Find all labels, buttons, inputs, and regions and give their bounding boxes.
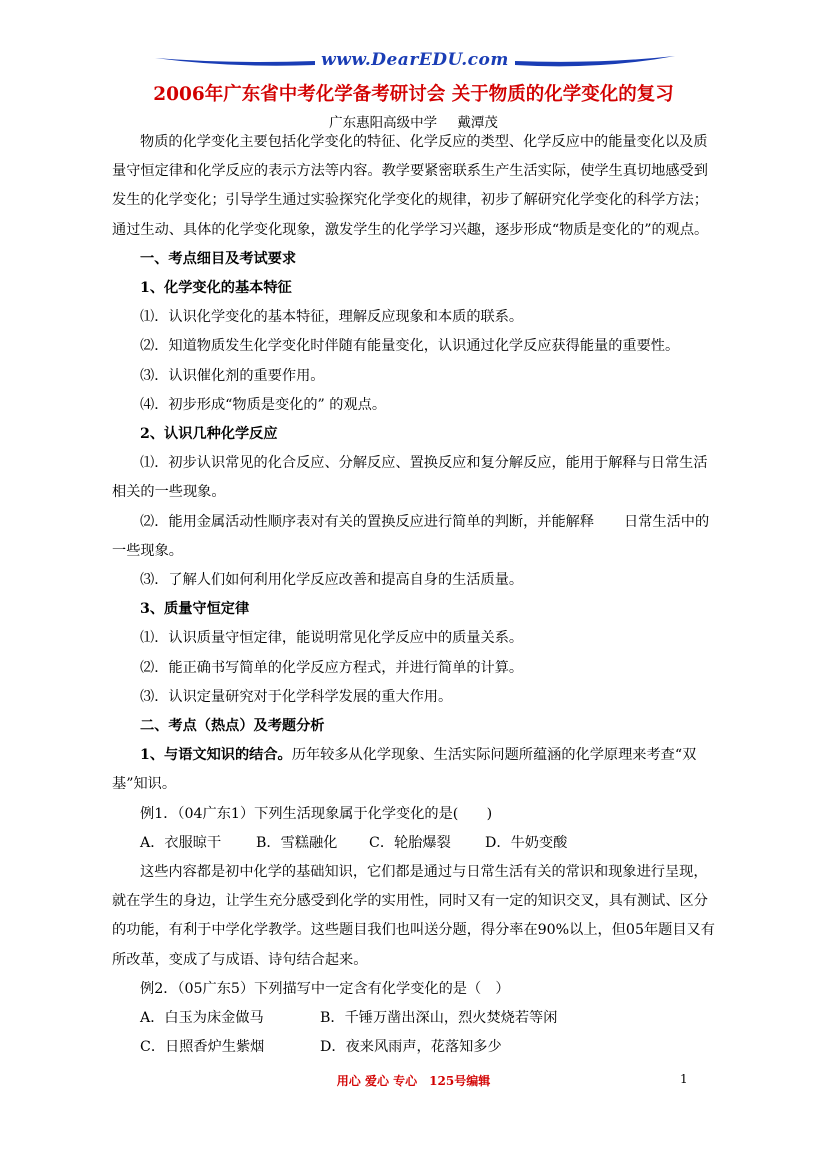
page-number: 1 [680,1072,688,1086]
example1-options [112,829,716,858]
site-url: www.DearEDU.com [321,50,509,70]
point1-label: 1、与语文知识的结合。 [140,747,292,764]
author-school: 广东惠阳高级中学 [329,115,438,131]
sub3-item-1: ⑴．认识质量守恒定律，能说明常见化学反应中的质量关系。 [140,630,524,647]
example1-option-a: A．衣服晾干 [140,834,222,851]
analysis-paragraph: 这些内容都是初中化学的基础知识，它们都是通过与日常生活有关的常识和现象进行呈现，就在学生的身边，让学生充分感受到化学的实用性，同时又有一定的知识交叉，具有测试、区分的功能，有利于中学化学教学。这些题目我们也叫送分题，得分率在90%以上，但05年题目又有所改革，变成了与成语、诗句结合起来。 [112,864,715,968]
sub1-heading: 1、化学变化的基本特征 [140,280,292,297]
example2-option-c: C．日照香炉生紫烟 [140,1039,265,1056]
sub2-item-2 [112,508,716,566]
example2-options-row2 [112,1033,716,1062]
sub1-item-1: ⑴．认识化学变化的基本特征，理解反应现象和本质的联系。 [140,309,524,326]
site-header [150,48,680,78]
example1-question: 例1．（04广东1）下列生活现象属于化学变化的是( ) [140,805,493,822]
example1-option-d: D．牛奶变酸 [485,834,568,851]
sub3-heading: 3、质量守恒定律 [140,601,250,618]
example1-option-b: B．雪糕融化 [256,834,338,851]
sub2-heading: 2、认识几种化学反应 [140,426,278,443]
example2-option-b: B．千锤万凿出深山，烈火焚烧若等闲 [320,1010,558,1027]
example2-options-row1 [112,1004,716,1033]
example2-option-d: D．夜来风雨声，花落知多少 [320,1039,502,1056]
author-name: 戴潭茂 [457,115,498,131]
sub2-item-1: ⑴．初步认识常见的化合反应、分解反应、置换反应和复分解反应，能用于解释与日常生活相关的一些现象。 [112,455,708,501]
example2-option-a: A．白玉为床金做马 [140,1010,264,1027]
sub2-item-3: ⑶．了解人们如何利用化学反应改善和提高自身的生活质量。 [140,572,524,589]
intro-paragraph: 物质的化学变化主要包括化学变化的特征、化学反应的类型、化学反应中的能量变化以及质量守恒定律和化学反应的表示方法等内容。教学要紧密联系生产生活实际，使学生真切地感受到发生的化学变化；引导学生通过实验探究化学变化的规律，初步了解研究化学变化的科学方法；通过生动、具体的化学变化现象，激发学生的化学学习兴趣，逐步形成“物质是变化的”的观点。 [112,134,709,238]
point1-paragraph [112,741,716,799]
footer-text: 用心 爱心 专心 125号编辑 [336,1074,491,1088]
sub1-item-3: ⑶．认识催化剂的重要作用。 [140,367,325,384]
sub1-item-4: ⑷．初步形成“物质是变化的” 的观点。 [140,396,387,413]
sub2-item-2-part-a: ⑵．能用金属活动性顺序表对有关的置换反应进行简单的判断，并能解释 [140,513,595,530]
document-body [112,128,716,1063]
sub1-item-2: ⑵．知道物质发生化学变化时伴随有能量变化，认识通过化学反应获得能量的重要性。 [140,338,680,355]
section1-heading: 一、考点细目及考试要求 [140,250,297,267]
section2-heading: 二、考点（热点）及考题分析 [140,718,325,735]
sub2-item-2-part-b: 日常生活中的一些现象。 [112,513,710,559]
sub3-item-2: ⑵．能正确书写简单的化学反应方程式，并进行简单的计算。 [140,659,524,676]
point1-text: 历年较多从化学现象、生活实际问题所蕴涵的化学原理来考查“双基”知识。 [112,747,697,793]
example1-option-c: C．轮胎爆裂 [369,834,451,851]
document-title: 2006年广东省中考化学备考研讨会 关于物质的化学变化的复习 [153,84,674,105]
example2-question: 例2．（05广东5）下列描写中一定含有化学变化的是（ ） [140,980,510,997]
sub3-item-3: ⑶．认识定量研究对于化学科学发展的重大作用。 [140,688,453,705]
